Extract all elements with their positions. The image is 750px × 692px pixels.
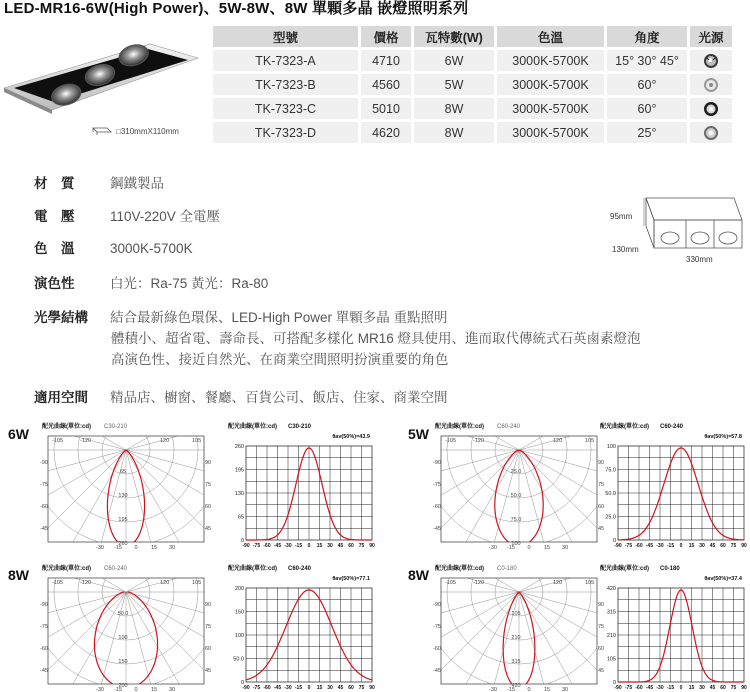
prop-material — [34, 172, 164, 192]
theta-label: θav(50%)=77.1 — [332, 576, 370, 582]
polar-tick-label: -120 — [473, 580, 485, 586]
chart-title: 配光曲線(單位:cd) — [435, 424, 484, 430]
polar-tick-label: 30 — [168, 687, 176, 692]
linear-x-tick: 30 — [327, 685, 333, 691]
polar-tick-label: 15 — [543, 545, 551, 550]
linear-x-tick: -60 — [263, 543, 271, 549]
wattage-label: 8W — [408, 567, 429, 583]
header-watt: 瓦特數(W) — [414, 26, 494, 47]
linear-x-tick: -15 — [666, 543, 675, 549]
prop-cri — [34, 272, 268, 292]
linear-x-tick: -30 — [656, 543, 664, 549]
polar-tick-label: -120 — [80, 438, 92, 444]
polar-ring-label: 75.0 — [510, 517, 522, 523]
linear-y-tick: 0 — [612, 680, 616, 686]
theta-label: θav(50%)=37.4 — [704, 576, 742, 582]
prop-value: 鋼鐵製品 — [110, 176, 164, 191]
wattage-label: 8W — [8, 567, 29, 583]
polar-tick-label: -90 — [40, 602, 48, 608]
linear-x-tick: 0 — [307, 543, 311, 549]
linear-x-tick: -30 — [284, 685, 292, 691]
polar-ring-label: 200 — [118, 683, 128, 689]
wattage-label: 5W — [408, 426, 429, 442]
linear-x-tick: 30 — [699, 685, 705, 691]
cell-watt: 8W — [414, 122, 494, 143]
linear-x-tick: -45 — [645, 543, 654, 549]
linear-x-tick: 15 — [688, 543, 695, 549]
polar-ring-label: 315 — [511, 659, 521, 665]
linear-y-tick: 105 — [606, 656, 616, 663]
polar-tick-label: 15 — [150, 687, 158, 692]
linear-x-tick: 0 — [679, 685, 683, 691]
table-row — [213, 50, 732, 71]
lamp-d-icon — [703, 125, 719, 141]
linear-x-tick: -75 — [252, 543, 261, 549]
linear-y-tick: 200 — [234, 586, 244, 592]
linear-x-tick: 45 — [709, 543, 716, 549]
linear-x-tick: 90 — [369, 543, 375, 549]
header-model: 型號 — [213, 26, 358, 47]
prop-cct — [34, 237, 193, 257]
box-height-label: 95mm — [610, 212, 633, 221]
linear-x-tick: 15 — [316, 543, 323, 549]
spec-table — [210, 23, 735, 146]
polar-tick-label: -15 — [507, 687, 515, 692]
chart-title: 配光曲線(單位:cd) — [42, 566, 91, 572]
polar-tick-label: 60 — [598, 504, 605, 510]
linear-x-tick: -30 — [656, 685, 664, 691]
linear-x-tick: -90 — [614, 685, 622, 691]
polar-tick-label: 60 — [598, 646, 605, 652]
polar-tick-label: 75 — [598, 482, 605, 488]
prop-voltage — [34, 205, 220, 225]
header-cct: 色溫 — [497, 26, 604, 47]
linear-x-tick: 75 — [358, 685, 365, 691]
prop-value: 3000K-5700K — [110, 241, 193, 256]
chart-title: 配光曲線(單位:cd) — [435, 566, 484, 572]
linear-x-tick: 75 — [730, 685, 737, 691]
cell-price: 4560 — [361, 74, 411, 95]
linear-y-tick: 50.0 — [605, 491, 616, 497]
polar-ring-label: 100 — [511, 541, 521, 547]
polar-tick-label: 105 — [192, 580, 202, 586]
chart-code: C60-240 — [104, 566, 128, 572]
linear-y-tick: 100 — [234, 633, 244, 639]
polar-tick-label: -120 — [80, 580, 92, 586]
polar-tick-label: 120 — [553, 580, 563, 586]
linear-x-tick: 45 — [337, 685, 344, 691]
polar-tick-label: 15 — [543, 687, 551, 692]
polar-tick-label: -15 — [114, 687, 122, 692]
linear-x-tick: 45 — [337, 543, 344, 549]
polar-tick-label: 75 — [205, 624, 212, 630]
linear-x-tick: 90 — [741, 543, 747, 549]
prop-value: 白光：Ra-75 黃光：Ra-80 — [110, 276, 269, 291]
linear-chart-8w-b — [598, 562, 748, 692]
polar-ring-label: 130 — [118, 493, 128, 499]
linear-x-tick: -75 — [252, 685, 261, 691]
polar-tick-label: -15 — [507, 545, 515, 550]
polar-ring-label: 50.0 — [510, 493, 522, 499]
linear-y-tick: 0 — [240, 538, 244, 544]
polar-tick-label: -75 — [433, 482, 441, 488]
linear-x-tick: 60 — [348, 685, 354, 691]
polar-chart-8w-a — [40, 562, 212, 692]
prop-label: 材 質 — [34, 176, 75, 191]
polar-tick-label: 75 — [205, 482, 212, 488]
polar-tick-label: 30 — [561, 545, 569, 550]
prop-label: 適用空間 — [34, 390, 88, 405]
polar-chart-5w — [433, 420, 605, 550]
polar-tick-label: 90 — [598, 602, 605, 608]
polar-tick-label: 120 — [553, 438, 563, 444]
linear-x-tick: -45 — [273, 685, 282, 691]
polar-tick-label: -90 — [433, 602, 441, 608]
linear-y-tick: 195 — [234, 467, 244, 474]
linear-x-tick: -90 — [614, 543, 622, 549]
polar-ring-label: 195 — [118, 517, 128, 523]
linear-y-tick: 50.0 — [233, 656, 244, 663]
polar-tick-label: -90 — [40, 460, 48, 466]
polar-tick-label: -75 — [433, 624, 441, 630]
prop-value: 110V-220V 全電壓 — [110, 209, 221, 224]
chart-code: C60-240 — [497, 424, 521, 430]
chart-code: C60-240 — [660, 424, 684, 430]
linear-x-tick: 90 — [369, 685, 375, 691]
linear-x-tick: 0 — [679, 543, 683, 549]
linear-x-tick: -45 — [273, 543, 282, 549]
linear-y-tick: 75.0 — [605, 467, 616, 474]
polar-tick-label: 45 — [205, 668, 212, 674]
linear-x-tick: 75 — [730, 543, 737, 549]
cell-model: TK-7323-A — [213, 50, 358, 71]
linear-x-tick: -75 — [624, 685, 633, 691]
polar-tick-label: 0 — [134, 687, 138, 692]
chart-code: C0-180 — [497, 566, 517, 572]
linear-x-tick: -15 — [294, 685, 303, 691]
polar-tick-label: -105 — [445, 438, 457, 444]
prop-label: 光學結構 — [34, 310, 88, 325]
polar-tick-label: -60 — [40, 504, 48, 510]
chart-title: 配光曲線(單位:cd) — [228, 566, 277, 572]
cell-model: TK-7323-D — [213, 122, 358, 143]
cell-watt: 6W — [414, 50, 494, 71]
linear-x-tick: 0 — [307, 685, 311, 691]
chart-code: C30-210 — [104, 424, 128, 430]
cell-cct: 3000K-5700K — [497, 98, 604, 119]
polar-chart-6w — [40, 420, 212, 550]
polar-tick-label: 120 — [160, 438, 170, 444]
linear-x-tick: 30 — [327, 543, 333, 549]
linear-chart-6w — [226, 420, 376, 550]
polar-tick-label: -60 — [433, 504, 441, 510]
polar-tick-label: -45 — [40, 526, 48, 532]
linear-y-tick: 420 — [606, 586, 616, 592]
cell-lamp — [690, 74, 732, 95]
cell-angle: 60° — [607, 98, 687, 119]
box-dimension-diagram — [610, 186, 750, 266]
cell-lamp — [690, 50, 732, 71]
prop-optics — [34, 306, 641, 367]
linear-x-tick: 30 — [699, 543, 705, 549]
linear-y-tick: 260 — [234, 444, 244, 450]
prop-value-line: 高演色性、接近自然光、在商業空間照明扮演重要的角色 — [111, 352, 449, 367]
theta-label: θav(50%)=43.9 — [332, 434, 370, 440]
linear-x-tick: -60 — [635, 543, 643, 549]
polar-ring-label: 65 — [119, 469, 127, 475]
prop-label: 演色性 — [34, 276, 75, 291]
polar-tick-label: 30 — [561, 687, 569, 692]
chart-title: 配光曲線(單位:cd) — [600, 424, 649, 430]
polar-tick-label: 15 — [150, 545, 158, 550]
page-title: LED-MR16-6W(High Power)、5W-8W、8W 單顆多晶 嵌燈照明系列 — [4, 0, 469, 17]
cell-watt: 5W — [414, 74, 494, 95]
table-row — [213, 122, 732, 143]
linear-x-tick: 90 — [741, 685, 747, 691]
prop-usage — [34, 386, 448, 406]
cell-cct: 3000K-5700K — [497, 122, 604, 143]
polar-tick-label: -30 — [96, 545, 104, 550]
linear-chart-8w-a — [226, 562, 376, 692]
polar-tick-label: -75 — [40, 482, 48, 488]
polar-tick-label: 90 — [205, 602, 212, 608]
polar-tick-label: -15 — [114, 545, 122, 550]
linear-x-tick: -15 — [294, 543, 303, 549]
polar-chart-8w-b — [433, 562, 605, 692]
prop-value: 精品店、櫥窗、餐廳、百貨公司、飯店、住家、商業空間 — [110, 390, 448, 405]
chart-code: C0-180 — [660, 566, 680, 572]
polar-tick-label: -60 — [433, 646, 441, 652]
polar-tick-label: -45 — [433, 668, 441, 674]
cell-lamp — [690, 122, 732, 143]
polar-tick-label: 0 — [527, 545, 531, 550]
polar-ring-label: 150 — [118, 659, 128, 665]
polar-tick-label: 45 — [205, 526, 212, 532]
polar-tick-label: 0 — [527, 687, 531, 692]
polar-tick-label: -105 — [445, 580, 457, 586]
lamp-b-icon — [703, 77, 719, 93]
polar-ring-label: 420 — [511, 683, 521, 689]
polar-tick-label: -90 — [433, 460, 441, 466]
linear-chart-5w — [598, 420, 748, 550]
polar-tick-label: 75 — [598, 624, 605, 630]
box-length-label: 330mm — [686, 255, 713, 264]
cell-price: 5010 — [361, 98, 411, 119]
spec-table-header — [213, 26, 732, 47]
polar-ring-label: 105 — [511, 611, 521, 617]
cell-lamp — [690, 98, 732, 119]
linear-y-tick: 315 — [606, 609, 616, 616]
dimension-icon — [92, 126, 112, 136]
table-row — [213, 74, 732, 95]
prop-value-line: 體積小、超省電、壽命長、可搭配多樣化 MR16 燈具使用、進而取代傳統式石英鹵素燈泡 — [111, 331, 641, 346]
lamp-a-icon — [703, 53, 719, 69]
prop-label: 色 溫 — [34, 241, 75, 256]
chart-title: 配光曲線(單位:cd) — [42, 424, 91, 430]
product-photo — [0, 18, 200, 126]
linear-x-tick: 15 — [688, 685, 695, 691]
linear-y-tick: 0 — [240, 680, 244, 686]
polar-tick-label: -75 — [40, 624, 48, 630]
linear-x-tick: 60 — [348, 543, 354, 549]
linear-y-tick: 0 — [612, 538, 616, 544]
cell-cct: 3000K-5700K — [497, 50, 604, 71]
polar-tick-label: 120 — [160, 580, 170, 586]
cell-angle: 60° — [607, 74, 687, 95]
polar-ring-label: 260 — [118, 541, 128, 547]
polar-tick-label: -60 — [40, 646, 48, 652]
polar-tick-label: 105 — [585, 438, 595, 444]
polar-tick-label: 90 — [205, 460, 212, 466]
lamp-c-icon — [703, 101, 719, 117]
header-price: 價格 — [361, 26, 411, 47]
polar-tick-label: 0 — [134, 545, 138, 550]
polar-tick-label: -105 — [52, 580, 64, 586]
linear-x-tick: 75 — [358, 543, 365, 549]
linear-y-tick: 150 — [234, 609, 244, 616]
linear-x-tick: -45 — [645, 685, 654, 691]
header-lamp: 光源 — [690, 26, 732, 47]
polar-tick-label: -30 — [96, 687, 104, 692]
linear-x-tick: -15 — [666, 685, 675, 691]
polar-tick-label: 105 — [192, 438, 202, 444]
polar-tick-label: -45 — [433, 526, 441, 532]
polar-tick-label: -30 — [489, 687, 497, 692]
cell-price: 4620 — [361, 122, 411, 143]
polar-tick-label: 105 — [585, 580, 595, 586]
prop-label: 電 壓 — [34, 209, 75, 224]
prop-value: 結合最新綠色環保、LED-High Power 單顆多晶 重點照明 — [110, 310, 448, 325]
polar-tick-label: 45 — [598, 668, 605, 674]
cell-model: TK-7323-B — [213, 74, 358, 95]
chart-code: C30-210 — [288, 424, 312, 430]
polar-tick-label: 60 — [205, 504, 212, 510]
linear-x-tick: -75 — [624, 543, 633, 549]
linear-x-tick: 60 — [720, 685, 726, 691]
polar-ring-label: 100 — [118, 635, 128, 641]
linear-x-tick: 60 — [720, 543, 726, 549]
linear-x-tick: -90 — [242, 685, 250, 691]
polar-tick-label: 45 — [598, 526, 605, 532]
polar-tick-label: -120 — [473, 438, 485, 444]
table-row — [213, 98, 732, 119]
cell-cct: 3000K-5700K — [497, 74, 604, 95]
chart-title: 配光曲線(單位:cd) — [228, 424, 277, 430]
cell-watt: 8W — [414, 98, 494, 119]
polar-ring-label: 210 — [511, 635, 521, 641]
linear-x-tick: 45 — [709, 685, 716, 691]
linear-x-tick: -60 — [263, 685, 271, 691]
linear-x-tick: 15 — [316, 685, 323, 691]
polar-tick-label: 90 — [598, 460, 605, 466]
linear-x-tick: -30 — [284, 543, 292, 549]
linear-y-tick: 100 — [606, 444, 616, 450]
polar-tick-label: 60 — [205, 646, 212, 652]
cell-angle: 25° — [607, 122, 687, 143]
polar-ring-label: 50.0 — [117, 611, 129, 617]
polar-tick-label: -45 — [40, 668, 48, 674]
wattage-label: 6W — [8, 426, 29, 442]
chart-code: C60-240 — [288, 566, 312, 572]
cell-angle: 15° 30° 45° — [607, 50, 687, 71]
cell-price: 4710 — [361, 50, 411, 71]
linear-x-tick: -90 — [242, 543, 250, 549]
linear-y-tick: 130 — [234, 491, 244, 497]
linear-y-tick: 65 — [237, 514, 244, 521]
polar-tick-label: -105 — [52, 438, 64, 444]
chart-title: 配光曲線(單位:cd) — [600, 566, 649, 572]
polar-tick-label: -30 — [489, 545, 497, 550]
photo-dimension: □310mmX110mm — [92, 126, 179, 136]
linear-y-tick: 25.0 — [605, 514, 616, 521]
cell-model: TK-7323-C — [213, 98, 358, 119]
linear-y-tick: 210 — [606, 633, 616, 639]
box-depth-label: 130mm — [612, 245, 639, 254]
linear-x-tick: -60 — [635, 685, 643, 691]
header-angle: 角度 — [607, 26, 687, 47]
polar-tick-label: 30 — [168, 545, 176, 550]
polar-ring-label: 25.0 — [510, 469, 522, 475]
theta-label: θav(50%)=57.8 — [704, 434, 742, 440]
